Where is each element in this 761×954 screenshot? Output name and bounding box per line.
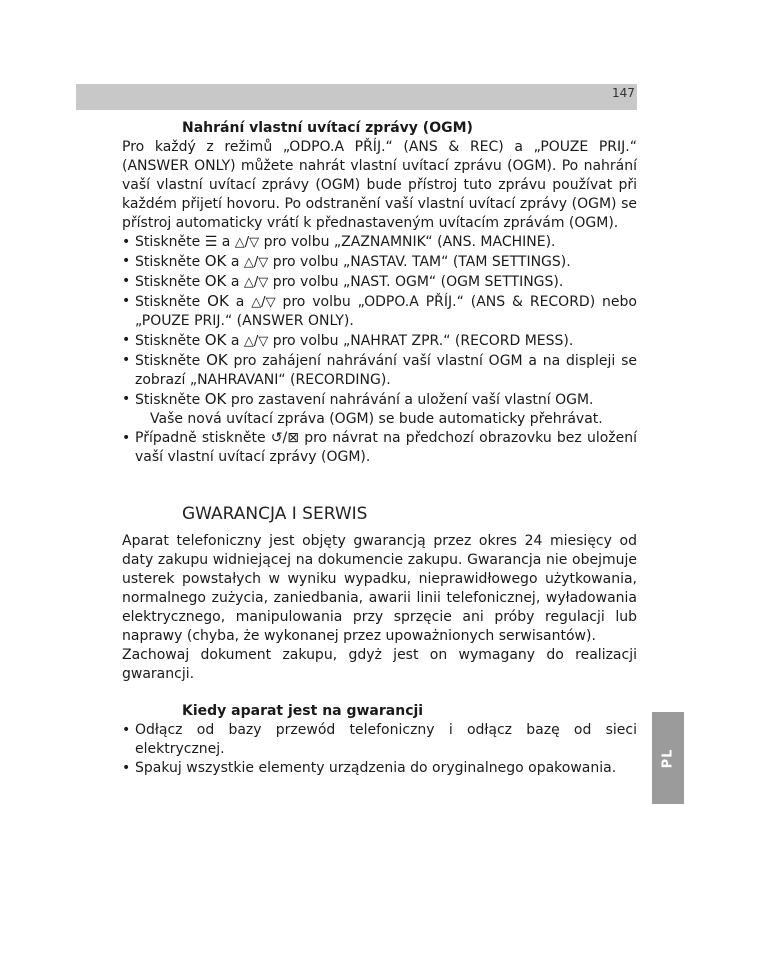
warranty-paragraph-2: Zachowaj dokument zakupu, gdyż jest on wymagany do realizacji gwarancji. — [122, 647, 637, 682]
up-down-arrows-icon: △/▽ — [243, 334, 269, 349]
warranty-paragraph-1: Aparat telefoniczny jest objęty gwarancją przez okres 24 miesięcy od daty zakupu widniejącej na dokumencie zakupu. Gwarancja nie obejmuje usterek powstałych w wyniku wypadku, nieprawidłowego użytkowania, normalnego zużycia, zaniedbania, awarii linii telefonicznej, wyładowania elektrycznego, manipulowania przy sprzęcie ani próby regulacji lub naprawy (chyba, że wykonanej przez upoważnionych serwisantów). — [122, 533, 637, 644]
ok-key-icon: OK — [206, 351, 228, 369]
header-bar — [76, 84, 637, 110]
ogm-step-6: • Stiskněte OK pro zahájení nahrávání vaší vlastní OGM a na displeji se zobrazí „NAHRAVANI“ (RECORDING). — [122, 351, 637, 390]
language-tab — [652, 712, 684, 804]
ogm-step-7-note: Vaše nová uvítací zpráva (OGM) se bude automaticky přehrávat. — [150, 411, 603, 427]
page-content — [122, 119, 637, 778]
warranty-title: GWARANCJA I SERWIS — [182, 504, 368, 524]
ok-key-icon: OK — [204, 331, 227, 349]
ogm-step-2: • Stiskněte OK a △/▽ pro volbu „NASTAV. TAM“ (TAM SETTINGS). — [122, 252, 637, 272]
warranty-bullet-1: • Odłącz od bazy przewód telefoniczny i odłącz bazę od sieci elektrycznej. — [122, 721, 637, 759]
ogm-step-8: • Případně stiskněte ↺/⊠ pro návrat na předchozí obrazovku bez uložení vaší vlastní uvítací zprávy (OGM). — [122, 429, 637, 467]
up-down-arrows-icon: △/▽ — [251, 295, 276, 310]
ok-key-icon: OK — [204, 252, 227, 270]
ogm-heading: Nahrání vlastní uvítací zprávy (OGM) — [182, 120, 473, 136]
ogm-intro: Pro každý z režimů „ODPO.A PŘÍJ.“ (ANS & REC) a „POUZE PRIJ.“ (ANSWER ONLY) můžete nahrát vlastní uvítací zprávu (OGM). Po nahrání vaší vlastní uvítací zprávy (OGM) bude přístroj tuto zprávu používat při každém přijetí hovoru. Po odstranění vaší vlastní uvítací zprávy (OGM) se přístroj automaticky vrátí k přednastaveným uvítacím zprávám (OGM). — [122, 139, 637, 231]
ok-key-icon: OK — [204, 390, 227, 408]
warranty-subheading: Kiedy aparat jest na gwarancji — [182, 703, 424, 719]
ogm-step-7: • Stiskněte OK pro zastavení nahrávání a uložení vaší vlastní OGM. — [122, 390, 637, 410]
ok-key-icon: OK — [204, 272, 227, 290]
back-delete-icon: ↺/⊠ — [270, 430, 299, 446]
warranty-bullet-2: • Spakuj wszystkie elementy urządzenia do oryginalnego opakowania. — [122, 759, 637, 778]
language-tab-label: PL — [660, 748, 676, 768]
ogm-step-1: • Stiskněte ☰ a △/▽ pro volbu „ZAZNAMNIK“ (ANS. MACHINE). — [122, 233, 637, 252]
menu-icon: ☰ — [204, 234, 218, 250]
ogm-step-3: • Stiskněte OK a △/▽ pro volbu „NAST. OGM“ (OGM SETTINGS). — [122, 272, 637, 292]
ogm-step-4: • Stiskněte OK a △/▽ pro volbu „ODPO.A PŘÍJ.“ (ANS & RECORD) nebo „POUZE PRIJ.“ (ANSWER ONLY). — [122, 292, 637, 331]
up-down-arrows-icon: △/▽ — [243, 255, 269, 270]
ogm-step-5: • Stiskněte OK a △/▽ pro volbu „NAHRAT ZPR.“ (RECORD MESS). — [122, 331, 637, 351]
page-number: 147 — [612, 86, 635, 100]
up-down-arrows-icon: △/▽ — [234, 235, 260, 250]
ok-key-icon: OK — [207, 292, 229, 310]
up-down-arrows-icon: △/▽ — [243, 275, 269, 290]
